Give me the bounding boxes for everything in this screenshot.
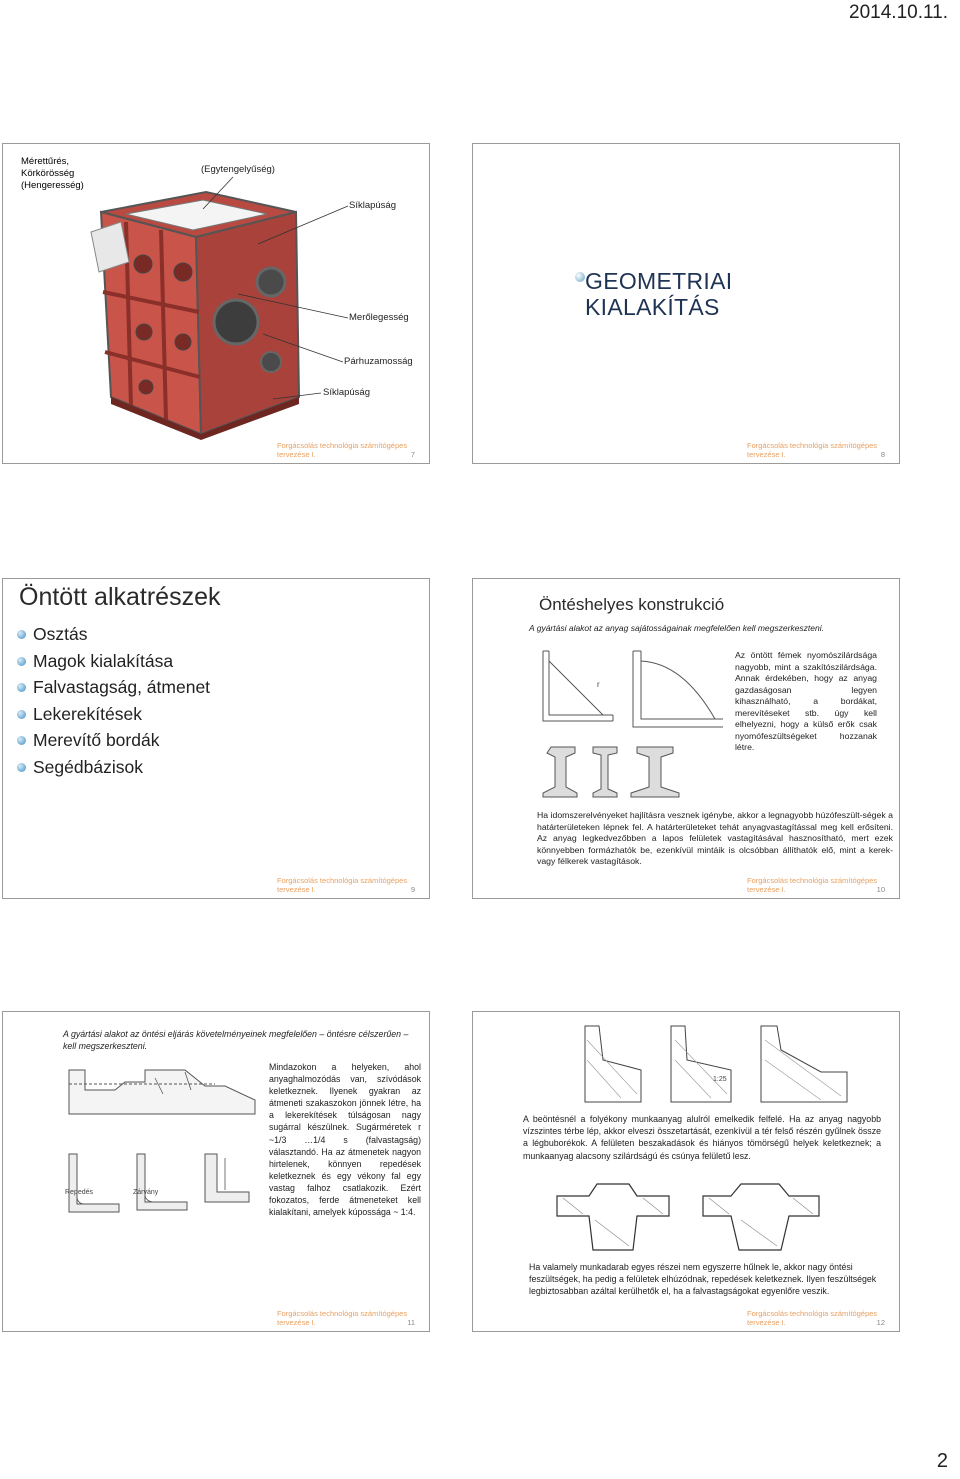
fig-label-zarvany: Zárvány (133, 1189, 159, 1196)
label-merettures: Mérettűrés, Körkörösség (Hengeresség) (17, 154, 103, 194)
list-item: Magok kialakítása (17, 648, 210, 675)
paragraph-2: Ha idomszerelvényeket hajlításra vesznek igénybe, akkor a legnagyobb húzófeszült-ségek a határterületeken lépnek fel. A határterületeket tehát anyagvastagítással meg kell erősíteni. Az anyag legkedvezőbben a lapos felületek vastagításával hasznosítható, mert ezek könnyebben formázhatók be, ezenkívül mintáik is olcsóbban állíthatók elő, mint a kerek- vagy félkerek vastagítások. (537, 810, 893, 866)
fig-label-repedes: Repedés (65, 1189, 94, 1196)
rib-bracket-drawings (533, 639, 729, 805)
label-merolegesseg: Merőlegesség (349, 312, 409, 323)
header-date: 2014.10.11. (849, 2, 948, 23)
slide-title (585, 268, 732, 320)
slide-footer: Forgácsolás technológia számítógépes tervezése I. (747, 876, 878, 894)
slide-footer: Forgácsolás technológia számítógépes tervezése I. (747, 441, 878, 459)
label-egytengelyuseg: (Egytengelyűség) (201, 164, 275, 175)
slide-number: 8 (880, 450, 885, 459)
label-siklapusag-bottom: Síklapúság (323, 387, 371, 398)
slide-footer: Forgácsolás technológia számítógépes tervezése I. (747, 1309, 878, 1327)
paragraph: Mindazokon a helyeken, ahol anyaghalmozódás van, szívódások keletkeznek. Ilyenek gyakran az átmeneti szakaszokon jönnek létre, ha a lekerekítések túlságosan nagy sugárral készülnek. Sugárméretek r ~1/3 …1/4 s (falvastagság) választandó. Ha az átmenetek nagyon hirtelenek, könnyen repedések keletkeznek és egy vékony fal egy vastag falhoz csatlakozik. Ezért fokozatos, ferde átmeneteket kell kialakítani, amelyek kúpossága ~ 1:4. (269, 1062, 421, 1218)
label-parhuzamossag: Párhuzamosság (344, 356, 413, 367)
svg-text:r: r (597, 680, 600, 689)
slide-title: Öntéshelyes konstrukció (539, 595, 725, 614)
flange-drawings (553, 1176, 823, 1254)
slide-footer: Forgácsolás technológia számítógépes tervezése I. (277, 441, 408, 459)
list-item: Lekerekítések (17, 701, 210, 728)
slide-7 (2, 143, 430, 464)
slide-number: 12 (876, 1318, 885, 1327)
slide-11 (2, 1011, 430, 1332)
paragraph-1: Az öntött fémek nyomószilárdsága nagyobb, mint a szakítószilárdsága. Annak érdekében, hogy az anyag gazdaságosan legyen kihasználható, a bordákat, merevítéseket stb. úgy kell elhelyezni, hogy a külső erők csak nyomófeszültségeket hozzanak létre. (735, 650, 877, 752)
casting-flow-drawings (581, 1020, 851, 1106)
list-item: Falvastagság, átmenet (17, 674, 210, 701)
slide-8 (472, 143, 900, 464)
title-bullet-icon (575, 272, 585, 282)
slide-9 (2, 578, 430, 899)
list-item: Osztás (17, 621, 210, 648)
slide-footer: Forgácsolás technológia számítógépes tervezése I. (277, 1309, 408, 1327)
slide-footer: Forgácsolás technológia számítógépes tervezése I. (277, 876, 408, 894)
slide-subtitle: A gyártási alakot az öntési eljárás követelményeinek megfelelően – öntésre célszerűen – kell megszerkeszteni. (63, 1029, 409, 1051)
title-line-2: KIALAKÍTÁS (585, 294, 720, 320)
list-item: Segédbázisok (17, 754, 210, 781)
page-number: 2 (936, 1450, 948, 1472)
slide-number: 10 (876, 885, 885, 894)
slide-number: 9 (410, 885, 415, 894)
paragraph-2: Ha valamely munkadarab egyes részei nem egyszerre hűlnek le, akkor nagy öntési feszültségek, ha pedig a felületek elhúzódnak, repedések keletkeznek. Ilyen feszültségek legbiztosabban azáltal kerülhetők el, ha a falvastagságokat egyenlőre veszik. (529, 1262, 877, 1297)
slide-10 (472, 578, 900, 899)
slide-title: Öntött alkatrészek (19, 583, 221, 611)
bullet-list (17, 621, 210, 780)
fig-label-ratio: 1:25 (713, 1076, 727, 1083)
slide-number: 11 (407, 1318, 415, 1327)
wall-transition-drawings (65, 1064, 265, 1214)
label-siklapusag-top: Síklapúság (349, 200, 397, 211)
list-item: Merevítő bordák (17, 727, 210, 754)
label-leader-lines (3, 144, 430, 464)
slide-number: 7 (410, 450, 415, 459)
paragraph-1: A beöntésnél a folyékony munkaanyag alulról emelkedik felfelé. Ha az anyag nagyobb vízszintes térbe lép, akkor elveszi összetartását, ezenkívül a tér felső részén gyűlnek össze a légbuborékok. A felületen beszakadások és hiányos tömörségű helyek keletkeznek; a munkaanyag alacsony szilárdságú és csúnya felületű lesz. (523, 1114, 881, 1161)
slide-subtitle: A gyártási alakot az anyag sajátosságainak megfelelően kell megszerkeszteni. (529, 623, 824, 633)
slide-12 (472, 1011, 900, 1332)
title-line-1: GEOMETRIAI (585, 268, 733, 294)
